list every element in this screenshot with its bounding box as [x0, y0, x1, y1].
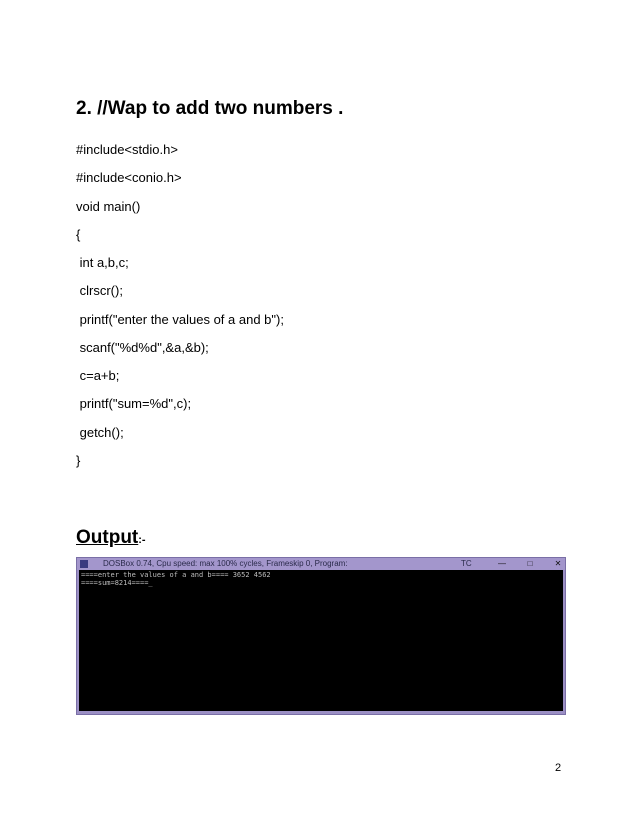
maximize-icon: □ [527, 559, 533, 568]
output-label-suffix: :- [138, 534, 146, 546]
code-line-getch: getch(); [76, 425, 124, 440]
console-line-prompt: ====enter the values of a and b==== 3652 4562 [81, 571, 271, 579]
dosbox-titlebar [77, 558, 565, 570]
code-line-printf-sum: printf("sum=%d",c); [76, 396, 192, 411]
dosbox-title: DOSBox 0.74, Cpu speed: max 100% cycles, Frameskip 0, Program: [103, 559, 348, 568]
console-line-sum: ====sum=8214====_ [81, 579, 153, 587]
close-icon: ✕ [554, 559, 562, 568]
dosbox-app-icon [80, 560, 88, 568]
dosbox-console-screen [79, 570, 563, 711]
output-label-text: Output [76, 527, 139, 548]
code-line-open-brace: { [76, 227, 81, 242]
code-line-void-main: void main() [76, 199, 141, 214]
code-line-declare: int a,b,c; [76, 255, 129, 270]
code-line-include-stdio: #include<stdio.h> [76, 142, 178, 157]
code-line-include-conio: #include<conio.h> [76, 170, 182, 185]
page-number: 2 [555, 762, 562, 774]
code-line-printf-prompt: printf("enter the values of a and b"); [76, 312, 284, 327]
code-line-sum: c=a+b; [76, 368, 120, 383]
code-line-clrscr: clrscr(); [76, 283, 123, 298]
code-line-scanf: scanf("%d%d",&a,&b); [76, 340, 209, 355]
output-label [76, 527, 146, 549]
dosbox-program-name: TC [461, 559, 472, 568]
minimize-icon: — [498, 559, 506, 568]
dosbox-window-screenshot [76, 557, 566, 715]
program-heading: 2. //Wap to add two numbers . [76, 98, 344, 119]
code-line-close-brace: } [76, 453, 81, 468]
